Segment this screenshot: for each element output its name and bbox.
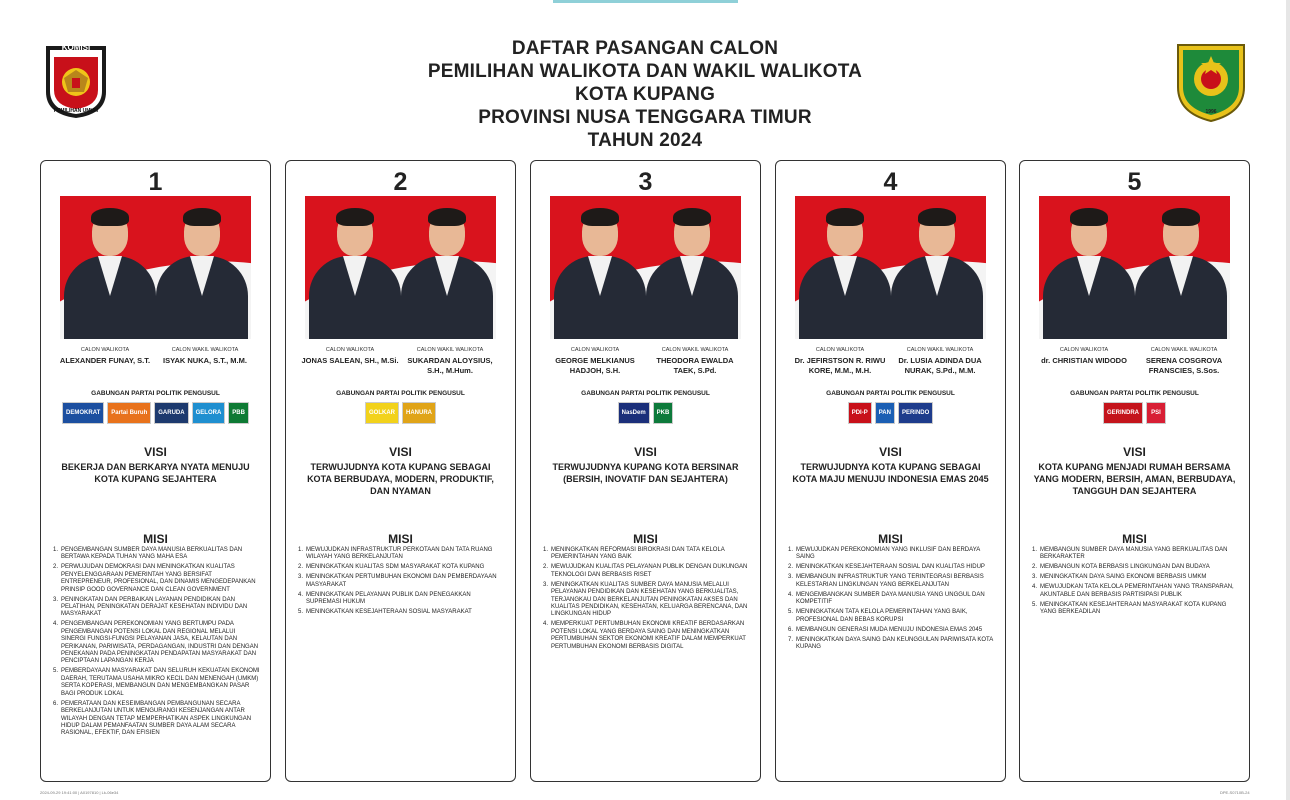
candidate-number: 1: [148, 168, 163, 196]
visi-title: VISI: [389, 445, 412, 459]
header-line-3: KOTA KUPANG: [574, 84, 716, 105]
misi-item-text: MENINGKATKAN DAYA SAING DAN KEUNGGULAN PARIWISATA KOTA KUPANG: [796, 636, 993, 651]
wakil-column: [155, 346, 255, 366]
wakil-column: [890, 346, 990, 375]
misi-item-text: MENINGKATKAN KUALITAS SUMBER DAYA MANUSIA MELALUI PELAYANAN PENDIDIKAN DAN KESEHATAN YANG BERKUALITAS, TERJANGKAU DAN BERKELANJUTAN PENINGKATAN AKSES DAN KUALITAS PENDIDIKAN, KESEHATAN, KELUARGA BERENCANA, DAN LINGKUNGAN HIDUP: [551, 581, 748, 618]
misi-item: [1032, 574, 1240, 581]
wakil-role-label: CALON WAKIL WALIKOTA: [906, 347, 974, 353]
misi-title: MISI: [143, 532, 168, 546]
misi-item: [1032, 564, 1240, 571]
misi-item-number: 2.: [543, 564, 549, 571]
misi-item-text: MENGEMBANGKAN SUMBER DAYA MANUSIA YANG UNGGUL DAN KOMPETITIF: [796, 591, 985, 606]
party-logo: GARUDA: [154, 402, 188, 424]
misi-item-number: 5.: [53, 668, 59, 675]
misi-item-number: 3.: [788, 574, 794, 581]
wakil-role-label: CALON WAKIL WALIKOTA: [1150, 347, 1218, 353]
party-logos: [776, 402, 1005, 424]
kpu-logo-bottom-text: PEMILIHAN UMUM: [53, 108, 99, 114]
walikota-role-label: CALON WALIKOTA: [80, 347, 130, 353]
misi-item: [788, 592, 996, 607]
misi-item-number: 2.: [788, 564, 794, 571]
misi-item: [298, 592, 506, 607]
misi-item: [53, 547, 261, 562]
party-logo: PSI: [1146, 402, 1166, 424]
walikota-portrait: [552, 204, 648, 339]
misi-item-text: PEMERATAAN DAN KESEIMBANGAN PEMBANGUNAN SECARA BERKELANJUTAN UNTUK MENGURANGI KESENJANGAN ANTAR WILAYAH DENGAN TETAP MEMPERHATIKAN ASPEK LINGKUNGAN HIDUP DALAM PEMANFAATAN SUMBER DAYA ALAM SECARA RASIONAL, EFEKTIF, DAN EFISIEN: [61, 700, 252, 737]
misi-item-number: 4.: [788, 591, 794, 598]
misi-item-number: 6.: [53, 700, 59, 707]
misi-item-number: 4.: [53, 621, 59, 628]
party-logo: DEMOKRAT: [62, 402, 104, 424]
misi-item-text: MEWUJUDKAN INFRASTRUKTUR PERKOTAAN DAN TATA RUANG WILAYAH YANG BERKELANJUTAN: [306, 547, 493, 561]
walikota-column: [55, 346, 155, 366]
page-header: [0, 37, 1290, 152]
misi-item: [298, 609, 506, 616]
walikota-name: JONAS SALEAN, SH., M.Si.: [301, 356, 399, 365]
candidate-pair-photo: [795, 196, 986, 339]
misi-item: [53, 564, 261, 594]
misi-item: [53, 701, 261, 738]
misi-item: [788, 637, 996, 652]
party-logo: Partai Buruh: [107, 402, 151, 424]
wakil-role-label: CALON WAKIL WALIKOTA: [416, 347, 484, 353]
walikota-portrait: [307, 204, 403, 339]
misi-item-number: 4.: [543, 621, 549, 628]
misi-item-text: MENINGKATKAN PELAYANAN PUBLIK DAN PENEGAKKAN SUPREMASI HUKUM: [306, 591, 471, 606]
misi-item-number: 2.: [298, 564, 304, 571]
misi-title: MISI: [388, 532, 413, 546]
walikota-role-label: CALON WALIKOTA: [325, 347, 375, 353]
misi-item-text: MENINGKATKAN KUALITAS SDM MASYARAKAT KOTA KUPANG: [306, 564, 485, 571]
visi-title: VISI: [879, 445, 902, 459]
footer-right-text: DPE-S0710B-24: [1220, 790, 1250, 795]
candidate-names: [300, 346, 500, 375]
party-logos: [286, 402, 515, 424]
party-logos: [1020, 402, 1249, 424]
misi-item: [53, 668, 261, 698]
visi-text: TERWUJUDNYA KOTA KUPANG SEBAGAI KOTA BERBUDAYA, MODERN, PRODUKTIF, DAN NYAMAN: [307, 462, 494, 496]
misi-item-text: MENINGKATKAN REFORMASI BIROKRASI DAN TATA KELOLA PEMERINTAHAN YANG BAIK: [551, 547, 725, 561]
walikota-role-label: CALON WALIKOTA: [815, 347, 865, 353]
misi-title: MISI: [878, 532, 903, 546]
wakil-portrait: [154, 204, 250, 339]
wakil-name: ISYAK NUKA, S.T., M.M.: [163, 356, 247, 365]
candidate-pair-photo: [60, 196, 251, 339]
kpu-logo-top-text: KOMISI: [61, 43, 91, 52]
misi-item-number: 7.: [788, 636, 794, 643]
misi-item-number: 1.: [1032, 547, 1038, 553]
misi-item-number: 1.: [53, 547, 59, 553]
candidate-card-2: [285, 160, 516, 782]
walikota-role-label: CALON WALIKOTA: [1059, 347, 1109, 353]
misi-item-text: PENGEMBANGAN SUMBER DAYA MANUSIA BERKUALITAS DAN BERTAWA KEPADA TUHAN YANG MAHA ESA: [61, 547, 243, 561]
parties-title: GABUNGAN PARTAI POLITIK PENGUSUL: [826, 390, 955, 397]
misi-item-number: 3.: [543, 581, 549, 588]
wakil-column: [1134, 346, 1234, 375]
parties-title: GABUNGAN PARTAI POLITIK PENGUSUL: [1070, 390, 1199, 397]
misi-item-number: 3.: [298, 574, 304, 581]
misi-list: [788, 547, 996, 654]
wakil-portrait: [1133, 204, 1229, 339]
walikota-name: GEORGE MELKIANUS HADJOH, S.H.: [555, 356, 635, 375]
party-logo: NasDem: [618, 402, 650, 424]
misi-item-number: 3.: [53, 596, 59, 603]
party-logo: PDI-P: [848, 402, 872, 424]
candidate-number: 4: [883, 168, 898, 196]
misi-item: [788, 609, 996, 624]
misi-item-number: 4.: [1032, 584, 1038, 591]
misi-item-text: MENINGKATKAN TATA KELOLA PEMERINTAHAN YANG BAIK, PROFESIONAL DAN BEBAS KORUPSI: [796, 609, 968, 623]
misi-item: [298, 547, 506, 562]
misi-item: [543, 621, 751, 651]
candidate-card-5: [1019, 160, 1250, 782]
misi-item: [543, 564, 751, 579]
wakil-portrait: [889, 204, 985, 339]
parties-title: GABUNGAN PARTAI POLITIK PENGUSUL: [336, 390, 465, 397]
misi-item-text: MEMBANGUN SUMBER DAYA MANUSIA YANG BERKUALITAS DAN BERKARAKTER: [1040, 547, 1228, 561]
walikota-portrait: [1041, 204, 1137, 339]
misi-list: [53, 547, 261, 740]
walikota-column: [790, 346, 890, 375]
misi-item: [543, 582, 751, 619]
misi-item-text: MEMBANGUN KOTA BERBASIS LINGKUNGAN DAN BUDAYA: [1040, 564, 1210, 571]
party-logo: GERINDRA: [1103, 402, 1143, 424]
misi-item-text: PENGEMBANGAN PEREKONOMIAN YANG BERTUMPU PADA PENGEMBANGAN POTENSI LOKAL DAN REGIONAL MELALUI SINERGI FUNGSI-FUNGSI PELAYANAN JASA, KELAUTAN DAN PERIKANAN, PARIWISATA, PERDAGANGAN, INDUSTRI DAN DENGAN PENEKANAN PADA PENINGKATAN PENDAPATAN MASYARAKAT DAN PENCIPTAAN LAPANGAN KERJA: [61, 621, 259, 665]
candidate-pair-photo: [550, 196, 741, 339]
walikota-column: [1034, 346, 1134, 375]
visi-title: VISI: [634, 445, 657, 459]
misi-item: [53, 621, 261, 665]
misi-list: [298, 547, 506, 619]
walikota-name: dr. CHRISTIAN WIDODO: [1041, 356, 1127, 365]
crest-year-text: 1996: [1205, 109, 1217, 115]
misi-item: [543, 547, 751, 562]
candidate-names: [790, 346, 990, 375]
misi-item-text: PEMBERDAYAAN MASYARAKAT DAN SELURUH KEKUATAN EKONOMI DAERAH, TERUTAMA USAHA MIKRO KECIL DAN MENENGAH (UMKM) SERTA KOPERASI, MEMBANGUN DAN MENGEMBANGKAN PASAR BAGI PRODUK LOKAL: [61, 668, 260, 697]
misi-title: MISI: [633, 532, 658, 546]
misi-item-text: MEMBANGUN INFRASTRUKTUR YANG TERINTEGRASI BERBASIS KELESTARIAN LINGKUNGAN YANG BERKELANJUTAN: [796, 574, 984, 588]
misi-item: [1032, 547, 1240, 562]
misi-item-number: 4.: [298, 591, 304, 598]
party-logo: GELORA: [192, 402, 226, 424]
misi-item-text: MENINGKATKAN KESEJAHTERAAN MASYARAKAT KOTA KUPANG YANG BERKEADILAN: [1040, 601, 1227, 616]
party-logos: [41, 402, 270, 424]
party-logo: PBB: [228, 402, 249, 424]
misi-item: [1032, 602, 1240, 617]
wakil-portrait: [644, 204, 740, 339]
wakil-column: [645, 346, 745, 375]
misi-item: [788, 564, 996, 571]
misi-item: [788, 627, 996, 634]
visi-text: TERWUJUDNYA KOTA KUPANG SEBAGAI KOTA MAJU MENUJU INDONESIA EMAS 2045: [792, 462, 989, 484]
misi-item-number: 2.: [1032, 564, 1038, 571]
visi-text: TERWUJUDNYA KUPANG KOTA BERSINAR (BERSIH, INOVATIF DAN SEJAHTERA): [552, 462, 739, 484]
misi-item-number: 6.: [788, 626, 794, 633]
misi-item-number: 5.: [1032, 601, 1038, 608]
visi-title: VISI: [1123, 445, 1146, 459]
misi-item: [298, 564, 506, 571]
misi-item: [788, 574, 996, 589]
walikota-column: [300, 346, 400, 375]
candidate-number: 3: [638, 168, 653, 196]
visi-text: BEKERJA DAN BERKARYA NYATA MENUJU KOTA KUPANG SEJAHTERA: [61, 462, 250, 484]
candidate-number: 2: [393, 168, 408, 196]
header-line-5: TAHUN 2024: [587, 130, 703, 151]
header-line-4: PROVINSI NUSA TENGGARA TIMUR: [478, 107, 812, 128]
misi-item-number: 5.: [298, 609, 304, 616]
footer-left-text: 2024-09-29 19:41:00 | A0197810 | Lk-06e34: [40, 790, 119, 795]
candidate-number: 5: [1127, 168, 1142, 196]
misi-item-number: 1.: [298, 547, 304, 553]
party-logo: PKB: [653, 402, 674, 424]
walikota-column: [545, 346, 645, 375]
wakil-name: THEODORA EWALDA TAEK, S.Pd.: [656, 356, 734, 375]
candidate-card-3: [530, 160, 761, 782]
misi-item: [298, 574, 506, 589]
candidate-names: [1034, 346, 1234, 375]
party-logo: GOLKAR: [365, 402, 399, 424]
party-logos: [531, 402, 760, 424]
misi-item-text: PERWUJUDAN DEMOKRASI DAN MENINGKATKAN KUALITAS PENYELENGGARAAN PEMERINTAH YANG BERSIFAT ENTREPRENEUR, PROFESIONAL, DAN DINAMIS MENGEDEPANKAN PRINSIP GOOD GOVERNANCE DAN CLEAN GOVERNMENT: [61, 564, 256, 593]
wakil-role-label: CALON WAKIL WALIKOTA: [661, 347, 729, 353]
misi-item-text: PENINGKATAN DAN PERBAIKAN LAYANAN PENDIDIKAN DAN PELATIHAN, PENINGKATAN DERAJAT KESEHATAN INDIVIDU DAN MASYARAKAT: [61, 596, 248, 618]
candidate-pair-photo: [1039, 196, 1230, 339]
party-logo: HANURA: [402, 402, 436, 424]
top-tab-marker: [553, 0, 738, 3]
wakil-role-label: CALON WAKIL WALIKOTA: [171, 347, 239, 353]
wakil-portrait: [399, 204, 495, 339]
walikota-role-label: CALON WALIKOTA: [570, 347, 620, 353]
misi-item-text: MEWUJUDKAN TATA KELOLA PEMERINTAHAN YANG TRANSPARAN, AKUNTABLE DAN BERBASIS PARTISIPASI PUBLIK: [1040, 584, 1234, 598]
header-line-2: PEMILIHAN WALIKOTA DAN WAKIL WALIKOTA: [427, 61, 863, 82]
misi-item-text: MEWUJUDKAN PEREKONOMIAN YANG INKLUSIF DAN BERDAYA SAING: [796, 547, 980, 561]
header-line-1: DAFTAR PASANGAN CALON: [511, 38, 779, 59]
misi-item-number: 1.: [788, 547, 794, 553]
misi-item-text: MENINGKATKAN KESEJAHTERAAN SOSIAL MASYARAKAT: [306, 609, 472, 616]
misi-item-text: MENINGKATKAN KESEJAHTERAAN SOSIAL DAN KUALITAS HIDUP: [796, 564, 985, 571]
walikota-name: ALEXANDER FUNAY, S.T.: [59, 356, 151, 365]
candidate-names: [55, 346, 255, 366]
visi-text: KOTA KUPANG MENJADI RUMAH BERSAMA YANG MODERN, BERSIH, AMAN, BERBUDAYA, TANGGUH DAN SEJAHTERA: [1033, 462, 1236, 496]
misi-item: [53, 597, 261, 619]
misi-item-text: MENINGKATKAN DAYA SAING EKONOMI BERBASIS UMKM: [1040, 574, 1207, 581]
misi-item-number: 5.: [788, 609, 794, 616]
wakil-name: SUKARDAN ALOYSIUS, S.H., M.Hum.: [407, 356, 493, 375]
misi-list: [543, 547, 751, 654]
misi-item-text: MEWUJUDKAN KUALITAS PELAYANAN PUBLIK DENGAN DUKUNGAN TEKNOLOGI DAN BERBASIS RISET: [551, 564, 748, 578]
misi-item: [788, 547, 996, 562]
misi-item-number: 1.: [543, 547, 549, 553]
misi-list: [1032, 547, 1240, 619]
misi-item-text: MEMPERKUAT PERTUMBUHAN EKONOMI KREATIF BERDASARKAN POTENSI LOKAL YANG BERDAYA SAING DAN MENINGKATKAN PERTUMBUHAN SEKTOR EKONOMI KREATIF DALAM MEMPERKUAT PERTUMBUHAN EKONOMI BERBASIS DIGITAL: [551, 621, 746, 650]
misi-item: [1032, 584, 1240, 599]
candidate-names: [545, 346, 745, 375]
candidate-card-4: [775, 160, 1006, 782]
party-logo: PAN: [875, 402, 895, 424]
visi-title: VISI: [144, 445, 167, 459]
walikota-portrait: [62, 204, 158, 339]
misi-item-text: MENINGKATKAN PERTUMBUHAN EKONOMI DAN PEMBERDAYAAN MASYARAKAT: [306, 574, 497, 588]
walikota-portrait: [797, 204, 893, 339]
parties-title: GABUNGAN PARTAI POLITIK PENGUSUL: [91, 390, 220, 397]
party-logo: PERINDO: [898, 402, 933, 424]
misi-item-number: 2.: [53, 564, 59, 571]
misi-item-number: 3.: [1032, 574, 1038, 581]
walikota-name: Dr. JEFIRSTSON R. RIWU KORE, M.M., M.H.: [794, 356, 886, 375]
wakil-column: [400, 346, 500, 375]
parties-title: GABUNGAN PARTAI POLITIK PENGUSUL: [581, 390, 710, 397]
misi-title: MISI: [1122, 532, 1147, 546]
wakil-name: Dr. LUSIA ADINDA DUA NURAK, S.Pd., M.M.: [898, 356, 982, 375]
misi-item-text: MEMBANGUN GENERASI MUDA MENUJU INDONESIA EMAS 2045: [796, 626, 983, 633]
candidate-pair-photo: [305, 196, 496, 339]
wakil-name: SERENA COSGROVA FRANSCIES, S.Sos.: [1145, 356, 1223, 375]
candidate-card-1: [40, 160, 271, 782]
